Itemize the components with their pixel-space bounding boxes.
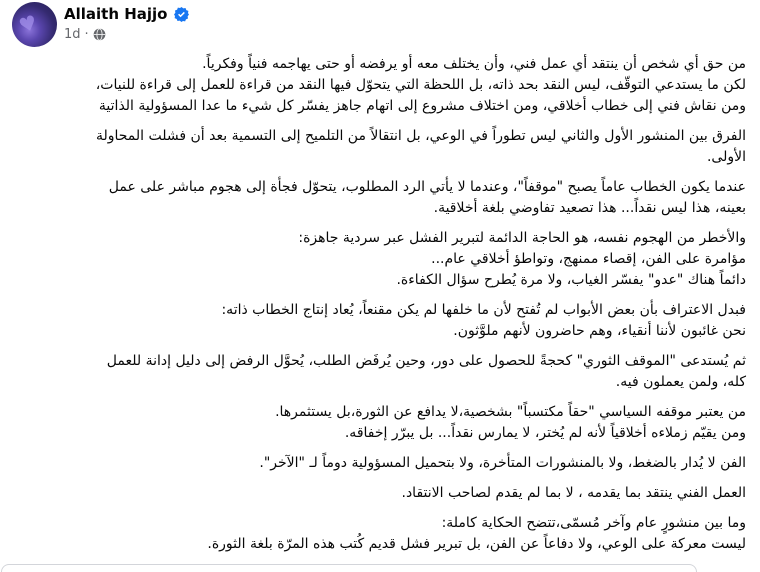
post-text-line: الفن لا يُدار بالضغط، ولا بالمنشورات المتأخرة، ولا بتحميل المسؤولية دوماً لـ "الآخر".: [259, 455, 746, 471]
post-text-line: عندما يكون الخطاب عاماً يصبح "موقفاً"، وعندما لا يأتي الرد المطلوب، يتحوّل فجأة إلى هجوم مباشر على عمل: [108, 179, 746, 195]
post-paragraph: [10, 402, 746, 444]
post-paragraph: [10, 177, 746, 219]
post-text-line: ليست معركة على الوعي، ولا دفاعاً عن الفن، بل تبرير فشل قديم كُتب هذه المرّة بلغة الثورة.: [207, 536, 746, 552]
verified-badge-icon: [174, 7, 189, 22]
post-text-line: من حق أي شخص أن ينتقد أي عمل فني، وأن يختلف معه أو يرفضه أو حتى يهاجمه فنياً وفكرياً.: [202, 56, 746, 72]
post-paragraph: [10, 126, 746, 168]
post-text-line: لكن ما يستدعي التوقّف، ليس النقد بحد ذاته، بل اللحظة التي يتحوّل فيها النقد من قراءة للعمل إلى قراءة للنيات،: [95, 77, 746, 93]
post-text-line: بعينه، هذا ليس نقداً... هذا تصعيد تفاوضي بلغة أخلاقية.: [433, 200, 746, 216]
post-text-line: مؤامرة على الفن، إقصاء ممنهج، وتواطؤ أخلاقي عام...: [431, 251, 746, 267]
post-text-line: ثم يُستدعى "الموقف الثوري" كحجةً للحصول على دور، وحين يُرفَض الطلب، يُحوَّل الرفض إلى دليل إدانة للعمل: [106, 353, 746, 369]
post-text-line: نحن غائبون لأننا أنقياء، وهم حاضرون لأنهم ملوَّثون.: [453, 323, 746, 339]
post-text-line: من يعتبر موقفه السياسي "حقاً مكتسباً" بشخصية،لا يدافع عن الثورة،بل يستثمرها.: [275, 404, 746, 420]
post-paragraph: [10, 54, 746, 117]
time-row: [64, 26, 189, 43]
attachment-top-edge: [1, 564, 697, 572]
post-text-line: كله، ولمن يعملون فيه.: [615, 374, 746, 390]
avatar-heart-graphic: ♥: [15, 9, 41, 39]
post-timestamp[interactable]: 1d: [64, 27, 81, 42]
post-paragraph: [10, 351, 746, 393]
post-text-line: الفرق بين المنشور الأول والثاني ليس تطوراً في الوعي، بل انتقالاً من التلميح إلى التسمية بعد أن فشلت المحاولة: [95, 128, 746, 144]
post-paragraph: [10, 483, 746, 504]
post-header: [0, 0, 760, 48]
post-text-line: العمل الفني ينتقد بما يقدمه ، لا بما لم يقدم لصاحب الانتقاد.: [401, 485, 746, 501]
post-text-line: وما بين منشورٍ عام وآخر مُسمّى،تتضح الحكاية كاملة:: [441, 515, 746, 531]
post-text-line: فبدل الاعتراف بأن بعض الأبواب لم تُفتح لأن ما خلفها لم يكن مقنعاً، يُعاد إنتاج الخطاب ذاته:: [221, 302, 746, 318]
post-text-line: ومن يقيّم زملاءه أخلاقياً لأنه لم يُختر، لا يمارس نقداً... بل يبرّر إخفاقه.: [344, 425, 746, 441]
post-text-line: دائماً هناك "عدو" يفسّر الغياب، ولا مرة يُطرح سؤال الكفاءة.: [396, 272, 746, 288]
dot-separator: ·: [84, 27, 89, 42]
author-name[interactable]: Allaith Hajjo: [64, 5, 168, 23]
post-paragraph: [10, 453, 746, 474]
privacy-globe-icon: [93, 28, 106, 41]
avatar[interactable]: [12, 2, 57, 47]
post-text-line: والأخطر من الهجوم نفسه، هو الحاجة الدائمة لتبرير الفشل عبر سردية جاهزة:: [298, 230, 746, 246]
post-text: [0, 48, 760, 555]
post-text-line: الأولى.: [706, 149, 746, 165]
post-paragraph: [10, 513, 746, 555]
post-paragraph: [10, 300, 746, 342]
header-meta: [64, 2, 189, 43]
post-text-line: ومن نقاش فني إلى خطاب أخلاقي، ومن اختلاف مشروع إلى اتهام جاهز يفسّر كل شيء ما عدا المسؤولية الذاتية: [98, 98, 746, 114]
post-paragraph: [10, 228, 746, 291]
name-row: [64, 4, 189, 24]
